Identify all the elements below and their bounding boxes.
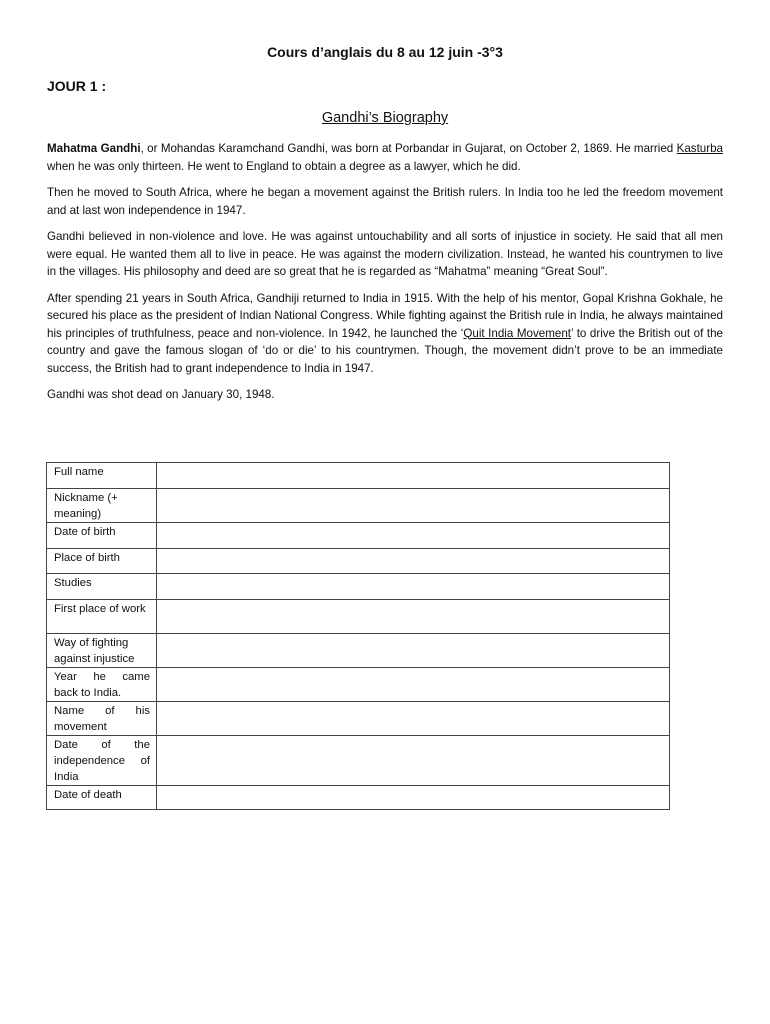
paragraph-5: Gandhi was shot dead on January 30, 1948. <box>47 388 275 401</box>
quit-india-underlined: Quit India Movement <box>463 326 571 340</box>
paragraph-3: Gandhi believed in non-violence and love. He was against untouchability and all sorts of injustice in society. He said that all men were equal. He wanted them all to live in peace. He was against the modern civilization. Instead, he wanted his countrymen to live in the villages. His philosophy and deed are so great that he is regarded as “Mahatma” meaning “Great Soul”. <box>47 230 723 278</box>
table-row <box>47 600 670 634</box>
answer-cell-place-of-birth[interactable] <box>157 549 670 574</box>
row-label-way-of-fighting: Way of fighting against injustice <box>47 634 157 668</box>
row-label-date-of-independence: Date of the independence of India <box>47 736 157 786</box>
answer-cell-date-of-independence[interactable] <box>157 736 670 786</box>
table-row <box>47 489 670 523</box>
paragraph-1-part-2: when he was only thirteen. He went to England to obtain a degree as a lawyer, which he did. <box>47 159 521 173</box>
row-label-name-of-movement: Name of his movement <box>47 702 157 736</box>
answer-cell-date-of-birth[interactable] <box>157 523 670 549</box>
kasturba-underlined: Kasturba <box>676 142 723 155</box>
paragraph-1-part-1: , or Mohandas Karamchand Gandhi, was born at Porbandar in Gujarat, on October 2, 1869. He married <box>140 142 677 155</box>
answer-cell-nickname[interactable] <box>157 489 670 523</box>
answer-cell-date-of-death[interactable] <box>157 786 670 810</box>
paragraph-4-part-1: After spending 21 years in South Africa, Gandhiji returned to India in 1915. With the help of his mentor, Gopal Krishna Gokhale, he secured his place as the president of Indian National Congress. While fighting against the British rule in India, he always maintained his principles of truthfulness, peace and non-violence. In 1942, he launched the ‘ <box>47 291 723 340</box>
table-row <box>47 786 670 810</box>
table-row <box>47 736 670 786</box>
row-label-full-name: Full name <box>47 463 157 489</box>
answer-cell-first-place-of-work[interactable] <box>157 600 670 634</box>
table-row <box>47 549 670 574</box>
row-label-place-of-birth: Place of birth <box>47 549 157 574</box>
answer-cell-year-back-to-india[interactable] <box>157 668 670 702</box>
answer-cell-way-of-fighting[interactable] <box>157 634 670 668</box>
row-label-nickname: Nickname (+ meaning) <box>47 489 157 523</box>
biography-table <box>46 462 670 810</box>
paragraph-2: Then he moved to South Africa, where he began a movement against the British rulers. In India too he led the freedom movement and at last won independence in 1947. <box>47 186 723 217</box>
paragraph-4 <box>47 290 723 378</box>
table-row <box>47 463 670 489</box>
row-label-year-back-to-india: Year he came back to India. <box>47 668 157 702</box>
row-label-date-of-birth: Date of birth <box>47 523 157 549</box>
table-row <box>47 702 670 736</box>
answer-cell-studies[interactable] <box>157 574 670 600</box>
answer-cell-name-of-movement[interactable] <box>157 702 670 736</box>
paragraph-4-part-2: ’ to drive the British out of the country and gave the famous slogan of ‘do or die’ to his countrymen. Though, the movement didn’t prove to be an immediate success, the British had to grant independence to India in 1947. <box>47 326 723 375</box>
table-row <box>47 634 670 668</box>
table-row <box>47 574 670 600</box>
row-label-studies: Studies <box>47 574 157 600</box>
page-title: Cours d’anglais du 8 au 12 juin -3°3 <box>267 44 503 60</box>
row-label-first-place-of-work: First place of work <box>47 600 157 634</box>
table-row <box>47 523 670 549</box>
table-row <box>47 668 670 702</box>
gandhi-name: Mahatma Gandhi <box>47 142 141 155</box>
paragraph-1 <box>47 140 723 175</box>
day-heading: JOUR 1 : <box>47 78 107 94</box>
biography-title: Gandhi’s Biography <box>321 110 449 126</box>
biography-text <box>47 140 723 413</box>
row-label-date-of-death: Date of death <box>47 786 157 810</box>
answer-cell-full-name[interactable] <box>157 463 670 489</box>
